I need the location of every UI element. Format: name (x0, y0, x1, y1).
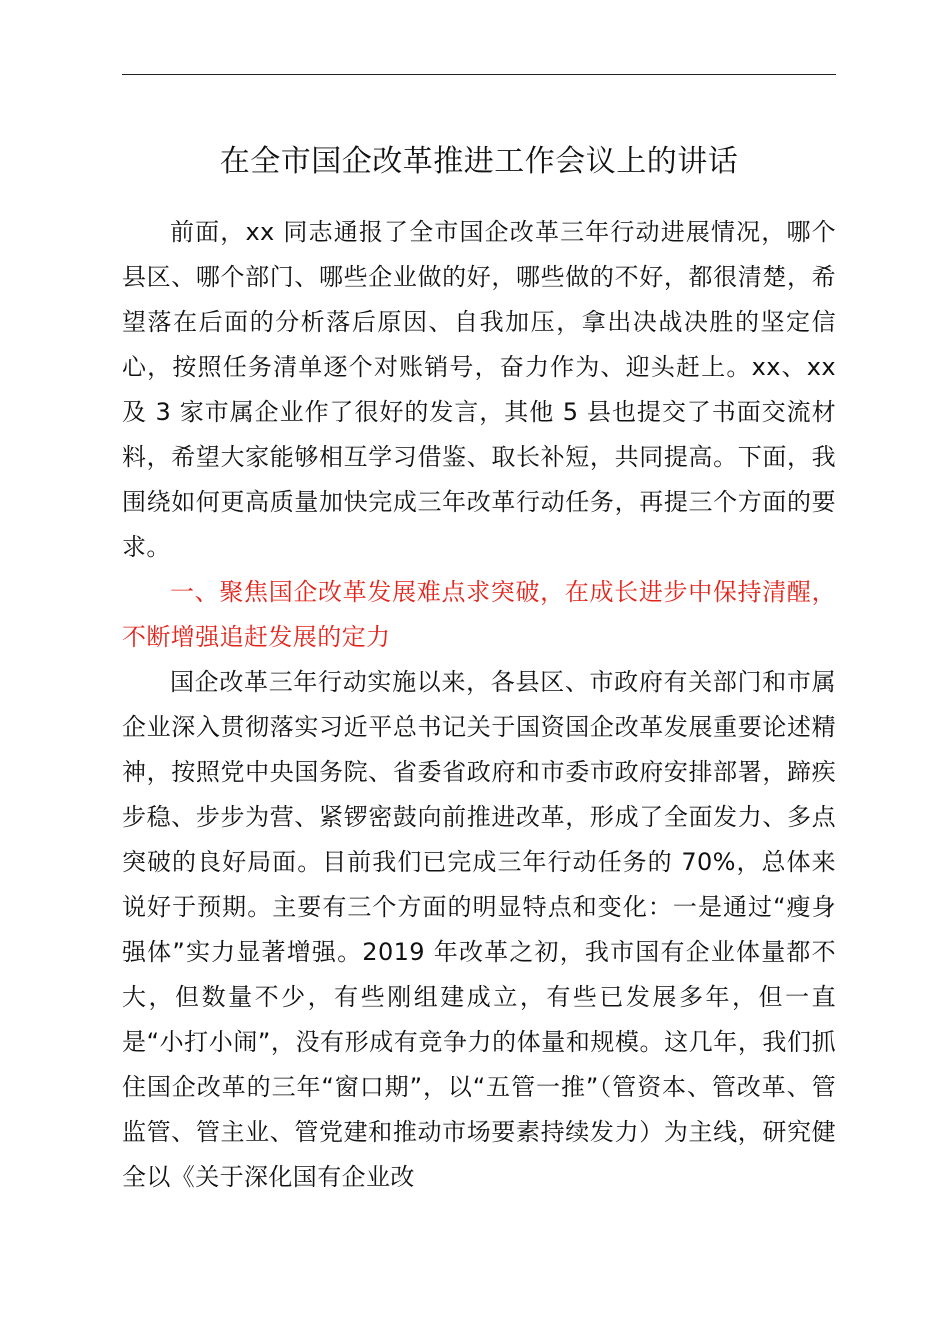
intro-paragraph: 前面，xx 同志通报了全市国企改革三年行动进展情况，哪个县区、哪个部门、哪些企业做的好，哪些做的不好，都很清楚，希望落在后面的分析落后原因、自我加压，拿出决战决胜的坚定信心，按照任务清单逐个对账销号，奋力作为、迎头赶上。xx、xx 及 3 家市属企业作了很好的发言，其他 5 县也提交了书面交流材料，希望大家能够相互学习借鉴、取长补短，共同提高。下面，我围绕如何更高质量加快完成三年改革行动任务，再提三个方面的要求。 (122, 218, 836, 561)
document-title: 在全市国企改革推进工作会议上的讲话 (219, 144, 739, 179)
header-divider (122, 74, 836, 75)
document-body (122, 210, 836, 1200)
section-1-paragraph: 国企改革三年行动实施以来，各县区、市政府有关部门和市属企业深入贯彻落实习近平总书记关于国资国企改革发展重要论述精神，按照党中央国务院、省委省政府和市委市政府安排部署，蹄疾步稳、步步为营、紧锣密鼓向前推进改革，形成了全面发力、多点突破的良好局面。目前我们已完成三年行动任务的 70%，总体来说好于预期。主要有三个方面的明显特点和变化：一是通过“瘦身强体”实力显著增强。2019 年改革之初，我市国有企业体量都不大，但数量不少，有些刚组建成立，有些已发展多年，但一直是“小打小闹”，没有形成有竞争力的体量和规模。这几年，我们抓住国企改革的三年“窗口期”，以“五管一推”（管资本、管改革、管监管、管主业、管党建和推动市场要素持续发力）为主线，研究健全以《关于深化国有企业改 (122, 668, 836, 1191)
section-heading-1: 一、聚焦国企改革发展难点求突破，在成长进步中保持清醒，不断增强追赶发展的定力 (122, 578, 836, 651)
